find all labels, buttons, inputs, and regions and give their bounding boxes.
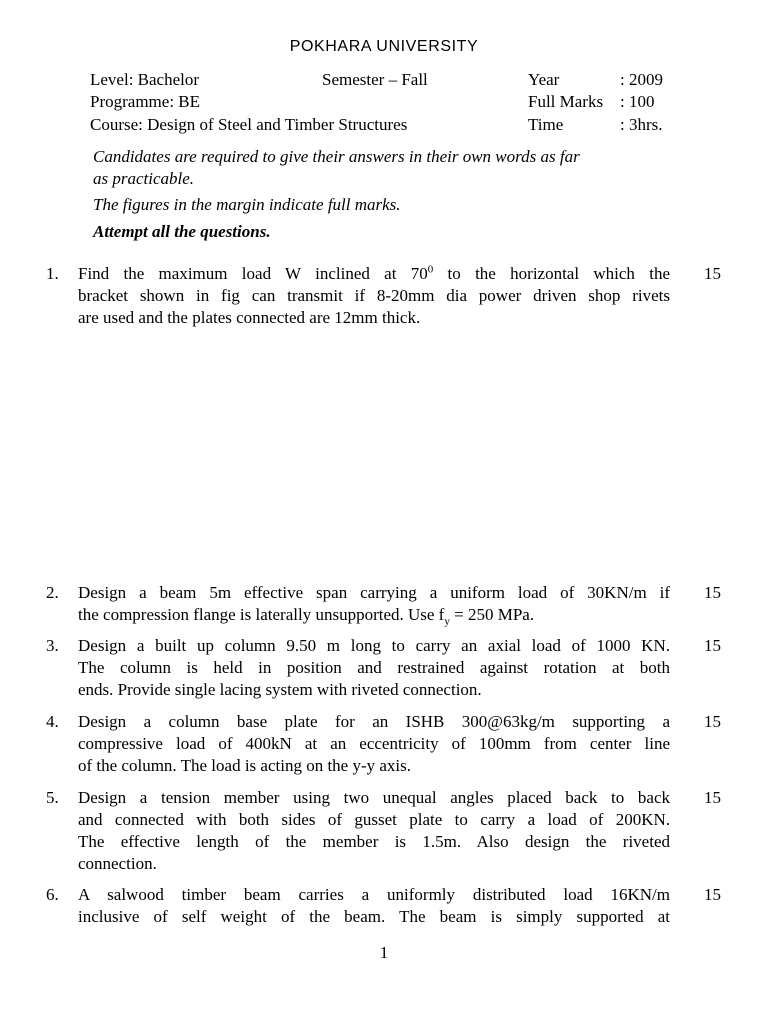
question-text bbox=[78, 884, 670, 928]
question-text bbox=[78, 635, 670, 701]
figure-area bbox=[78, 345, 670, 565]
question-number: 5. bbox=[46, 788, 59, 807]
question-line: Design a built up column 9.50 m long to carry an axial load of 1000 KN. bbox=[78, 636, 670, 655]
question-text bbox=[78, 582, 670, 626]
attempt-instruction: Attempt all the questions. bbox=[93, 222, 271, 241]
instruction-line-1: Candidates are required to give their answers in their own words as far bbox=[93, 147, 580, 166]
full-marks-value: : 100 bbox=[620, 92, 655, 111]
question-marks: 15 bbox=[704, 583, 721, 602]
question-line: of the column. The load is acting on the y-y axis. bbox=[78, 756, 412, 775]
subscript-y: y bbox=[444, 615, 450, 628]
question-text bbox=[78, 711, 670, 777]
question-line: The column is held in position and restrained against rotation at both bbox=[78, 658, 670, 677]
question-line: Design a tension member using two unequal angles placed back to back bbox=[78, 788, 670, 807]
question-line: Design a beam 5m effective span carrying a uniform load of 30KN/m if bbox=[78, 583, 670, 602]
question-line: inclusive of self weight of the beam. The beam is simply supported at bbox=[78, 907, 670, 926]
superscript-degree: 0 bbox=[427, 263, 434, 276]
university-title: POKHARA UNIVERSITY bbox=[289, 38, 479, 55]
question-line: connection. bbox=[78, 854, 157, 873]
question-line: The effective length of the member is 1.5m. Also design the riveted bbox=[78, 832, 670, 851]
question-number: 6. bbox=[46, 885, 59, 904]
programme-text: Programme: BE bbox=[90, 92, 201, 111]
year-value: : 2009 bbox=[620, 70, 663, 89]
question-marks: 15 bbox=[704, 788, 721, 807]
question-line: and connected with both sides of gusset plate to carry a load of 200KN. bbox=[78, 810, 670, 829]
page-number: 1 bbox=[379, 943, 389, 962]
question-marks: 15 bbox=[704, 264, 721, 283]
year-label: Year bbox=[528, 70, 560, 89]
time-value: : 3hrs. bbox=[620, 115, 663, 134]
question-line: are used and the plates connected are 12mm thick. bbox=[78, 308, 421, 327]
question-text bbox=[78, 787, 670, 875]
question-marks: 15 bbox=[704, 712, 721, 731]
question-line: ends. Provide single lacing system with riveted connection. bbox=[78, 680, 482, 699]
question-number: 1. bbox=[46, 264, 59, 283]
instruction-line-2: as practicable. bbox=[93, 169, 195, 188]
question-line: the compression flange is laterally unsupported. Use $f_y = 250$ MPa. bbox=[78, 605, 535, 628]
question-number: 4. bbox=[46, 712, 59, 731]
question-marks: 15 bbox=[704, 885, 721, 904]
question-text bbox=[78, 263, 670, 329]
level-text: Level: Bachelor bbox=[90, 70, 200, 89]
time-label: Time bbox=[528, 115, 564, 134]
question-line: Find the maximum load W inclined at $70^0$ to the horizontal which the bbox=[78, 263, 670, 283]
full-marks-label: Full Marks bbox=[528, 92, 604, 111]
semester-text: Semester – Fall bbox=[322, 70, 428, 89]
question-line: Design a column base plate for an ISHB 300@63kg/m supporting a bbox=[78, 712, 670, 731]
question-number: 3. bbox=[46, 636, 59, 655]
question-line: compressive load of 400kN at an eccentricity of 100mm from center line bbox=[78, 734, 670, 753]
course-text: Course: Design of Steel and Timber Structures bbox=[90, 115, 408, 134]
instructions-block bbox=[93, 146, 683, 190]
question-line: A salwood timber beam carries a uniformly distributed load 16KN/m bbox=[78, 885, 670, 904]
instruction-line-3: The figures in the margin indicate full marks. bbox=[93, 195, 401, 214]
question-marks: 15 bbox=[704, 636, 721, 655]
question-number: 2. bbox=[46, 583, 59, 602]
question-line: bracket shown in fig can transmit if 8-20mm dia power driven shop rivets bbox=[78, 286, 670, 305]
